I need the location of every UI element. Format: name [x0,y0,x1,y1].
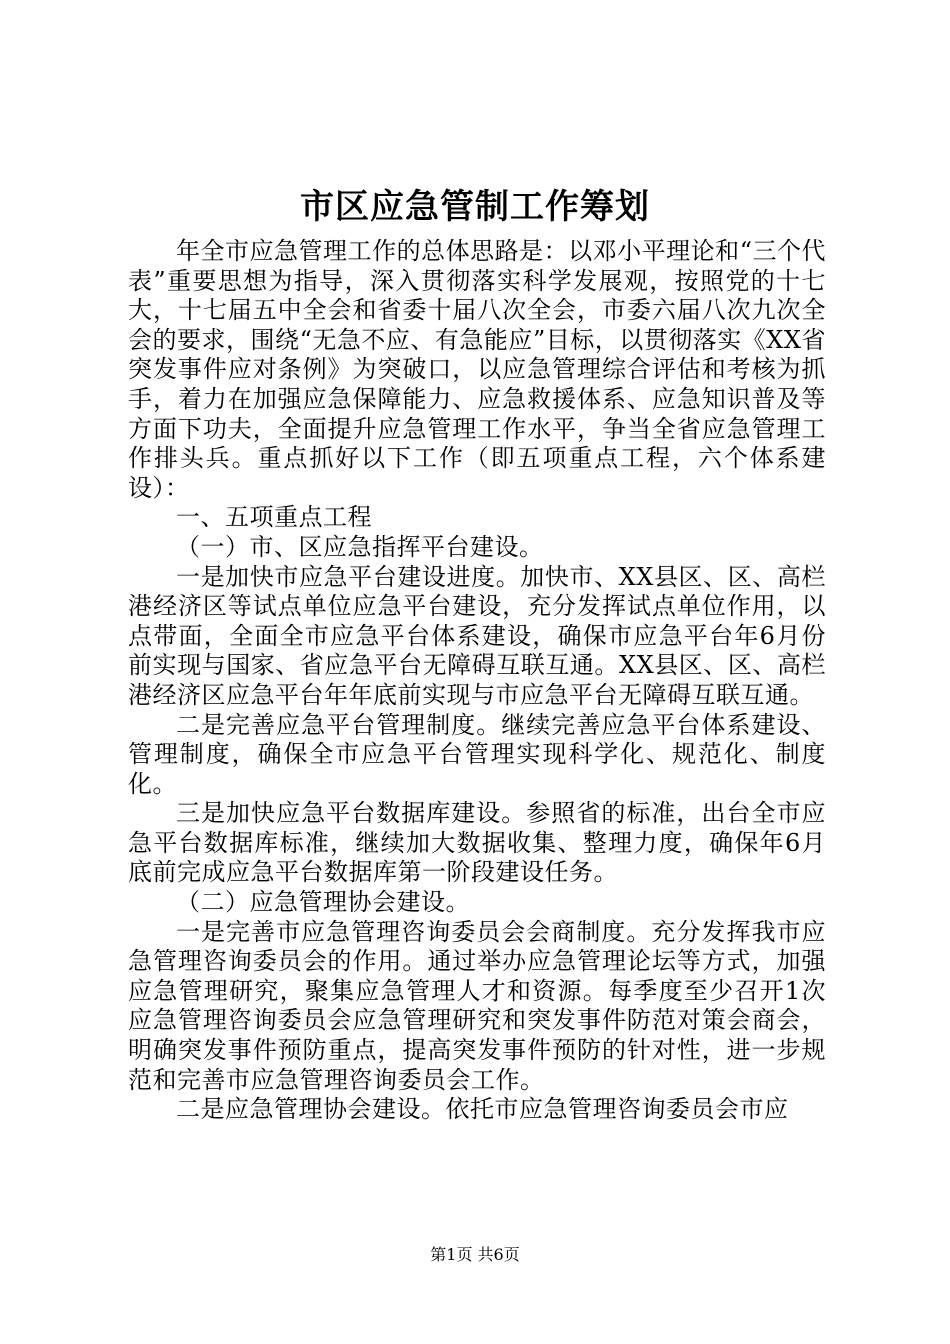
page-number: 第1页 共6页 [430,1245,520,1264]
paragraph-item: 一是完善市应急管理咨询委员会会商制度。充分发挥我市应急管理咨询委员会的作用。通过举办应急管理论坛等方式，加强应急管理研究，聚集应急管理人才和资源。每季度至少召开1次应急管理咨询委员会应急管理研究和突发事件防范对策会商会，明确突发事件预防重点，提高突发事件预防的针对性，进一步规范和完善市应急管理咨询委员会工作。 [128,917,826,1094]
subsection-heading-1: （一）市、区应急指挥平台建设。 [176,532,544,561]
paragraph-item: 二是完善应急平台管理制度。继续完善应急平台体系建设、管理制度，确保全市应急平台管理实现科学化、规范化、制度化。 [128,710,826,798]
document-title: 市区应急管制工作筹划 [300,187,650,227]
subsection-heading-2: （二）应急管理协会建设。 [176,888,470,917]
paragraph-item: 一是加快市应急平台建设进度。加快市、XX县区、区、高栏港经济区等试点单位应急平台建设，充分发挥试点单位作用，以点带面，全面全市应急平台体系建设，确保市应急平台年6月份前实现与国家、省应急平台无障碍互联互通。XX县区、区、高栏港经济区应急平台年年底前实现与市应急平台无障碍互联互通。 [128,562,826,709]
paragraph-item: 三是加快应急平台数据库建设。参照省的标准，出台全市应急平台数据库标准，继续加大数据收集、整理力度，确保年6月底前完成应急平台数据库第一阶段建设任务。 [128,799,826,887]
paragraph-item: 二是应急管理协会建设。依托市应急管理咨询委员会市应 [176,1095,789,1124]
document-body [128,237,826,1125]
paragraph-intro: 年全市应急管理工作的总体思路是：以邓小平理论和“三个代表”重要思想为指导，深入贯彻落实科学发展观，按照党的十七大，十七届五中全会和省委十届八次全会，市委六届八次九次全会的要求，围绕“无急不应、有急能应”目标，以贯彻落实《XX省突发事件应对条例》为突破口，以应急管理综合评估和考核为抓手，着力在加强应急保障能力、应急救援体系、应急知识普及等方面下功夫，全面提升应急管理工作水平，争当全省应急管理工作排头兵。重点抓好以下工作（即五项重点工程，六个体系建设）： [128,237,826,502]
section-heading-1: 一、五项重点工程 [176,503,372,532]
